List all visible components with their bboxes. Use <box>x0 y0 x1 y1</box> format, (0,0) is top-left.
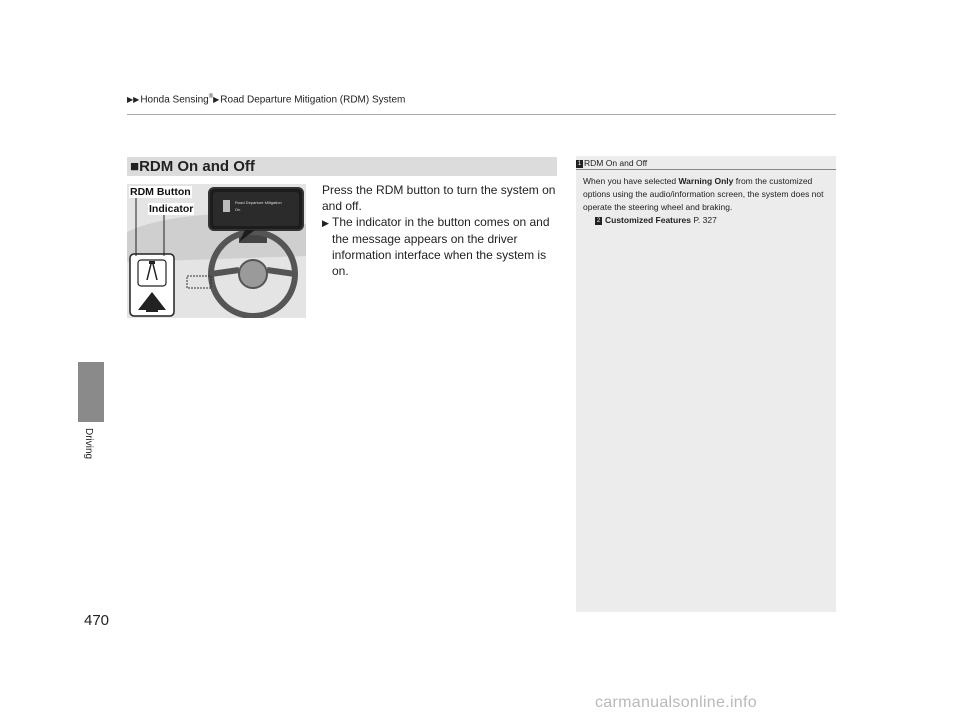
breadcrumb-arrow-icon: ▶▶ <box>127 95 140 105</box>
indicator-label: Indicator <box>149 203 194 215</box>
xref-page: P. 327 <box>690 215 717 225</box>
steering-hub <box>239 260 267 288</box>
note-title: RDM On and Off <box>584 158 648 168</box>
breadcrumb <box>127 94 405 105</box>
cross-reference-link[interactable] <box>583 214 829 227</box>
rdm-button-label: RDM Button <box>130 186 191 198</box>
registered-mark: ® <box>208 94 214 100</box>
lane-icon <box>223 200 230 212</box>
note-body <box>583 175 829 227</box>
note-text-after: from the customized options using the audio/information screen, the system does not operate the steering wheel and braking. <box>583 176 824 212</box>
breadcrumb-arrow-icon: ▶ <box>213 95 220 105</box>
body-subitem <box>322 214 558 279</box>
sub-arrow-icon: ▶ <box>322 218 329 228</box>
note-bold-term: Warning Only <box>678 176 734 186</box>
rdm-figure <box>127 184 306 318</box>
xref-arrow-icon: 2 <box>596 218 601 224</box>
header-rule <box>127 114 836 115</box>
body-paragraph: Press the RDM button to turn the system on and off. <box>322 183 556 213</box>
display-status: On <box>235 207 241 212</box>
note-rule <box>576 169 836 170</box>
xref-label[interactable]: Customized Features <box>605 215 691 225</box>
note-text-before: When you have selected <box>583 176 679 186</box>
section-body <box>322 182 558 279</box>
watermark: carmanualsonline.info <box>595 694 757 711</box>
note-number-icon: 1 <box>577 161 582 167</box>
press-arrow-stem <box>146 302 158 312</box>
indicator-lamp <box>149 261 155 264</box>
breadcrumb-item-rdm[interactable]: Road Departure Mitigation (RDM) System <box>220 94 406 106</box>
body-subitem-text: The indicator in the button comes on and the message appears on the driver information interface when the system is on. <box>332 215 550 278</box>
chapter-tab[interactable] <box>78 362 104 422</box>
section-title <box>130 157 255 176</box>
chapter-label: Driving <box>83 428 94 460</box>
note-heading <box>576 158 647 168</box>
page-number: 470 <box>84 612 110 629</box>
section-title-text: RDM On and Off <box>139 158 255 175</box>
section-marker-icon: ■ <box>130 158 140 175</box>
display-message: Road Departure Mitigation <box>235 200 282 205</box>
breadcrumb-item-honda-sensing[interactable]: Honda Sensing <box>140 94 209 106</box>
